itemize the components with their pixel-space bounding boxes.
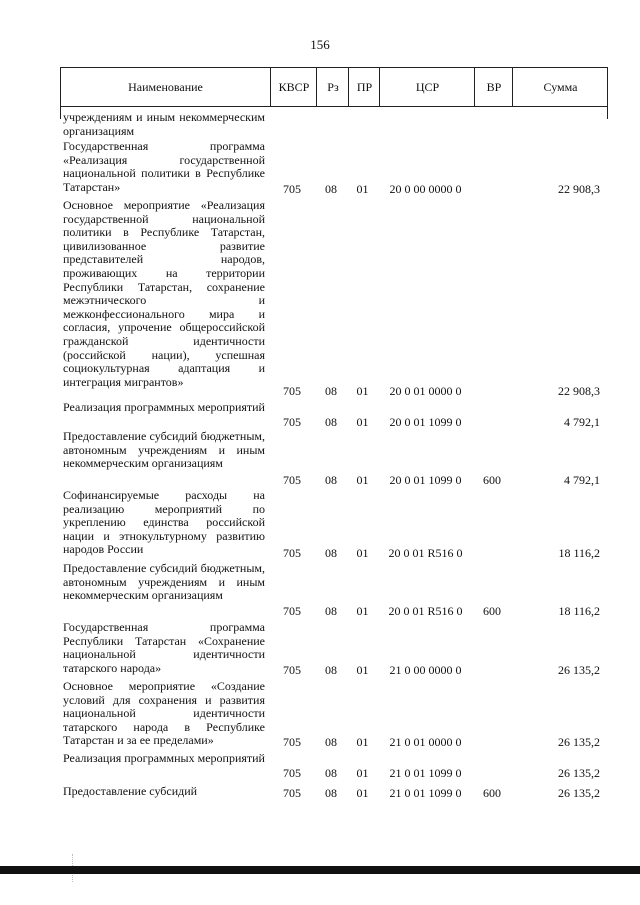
row-name: Основное мероприятие «Реализация государственной национальной политики в Республике Татарстан, цивилизованное развитие представителей народов, проживающих на территории Республики Татарстан, сохранение межэтнического и межконфессионального мира и согласия, упрочение общероссийской гражданской идентичности (российской нации), успешная социокультурная адаптация и интеграция мигрантов» (63, 198, 265, 389)
row-name: Реализация программных мероприятий (63, 751, 265, 765)
row-kvsr: 705 (283, 546, 301, 560)
row-name: Софинансируемые расходы на реализацию мероприятий по укреплению единства российской нации и этнокультурному развитию народов России (63, 488, 265, 557)
table-row (60, 621, 608, 677)
row-name: учреждениям и иным некоммерческим организациям (63, 110, 265, 138)
row-name: Предоставление субсидий бюджетным, автономным учреждениям и иным некоммерческим организациям (63, 429, 265, 471)
table-row (60, 430, 608, 487)
header-kvsr: КВСР (270, 68, 317, 106)
row-rz: 08 (325, 786, 337, 800)
table-row (60, 489, 608, 560)
row-kvsr: 705 (283, 663, 301, 677)
row-sum: 18 116,2 (558, 546, 600, 560)
header-name: Наименование (128, 80, 203, 94)
header-pr: ПР (348, 68, 380, 106)
row-kvsr: 705 (283, 604, 301, 618)
row-rz: 08 (325, 604, 337, 618)
row-name: Предоставление субсидий бюджетным, автономным учреждениям и иным некоммерческим организациям (63, 561, 265, 603)
row-pr: 01 (356, 786, 369, 800)
table-row (60, 111, 608, 139)
header-vr: ВР (474, 68, 513, 106)
row-kvsr: 705 (283, 182, 301, 196)
row-rz: 08 (325, 182, 337, 196)
row-pr: 01 (356, 604, 369, 618)
row-csr: 21 0 00 0000 0 (389, 663, 462, 677)
row-csr: 20 0 01 0000 0 (389, 384, 462, 398)
row-vr: 600 (483, 473, 501, 487)
row-pr: 01 (356, 546, 369, 560)
table-row (60, 140, 608, 196)
row-name: Предоставление субсидий (63, 784, 198, 798)
row-csr: 21 0 01 1099 0 (389, 786, 462, 800)
row-kvsr: 705 (283, 473, 301, 487)
row-csr: 20 0 00 0000 0 (389, 182, 462, 196)
table-row (60, 199, 608, 398)
row-pr: 01 (356, 182, 369, 196)
row-rz: 08 (325, 473, 337, 487)
row-sum: 4 792,1 (564, 473, 600, 487)
row-csr: 20 0 01 R516 0 (388, 604, 463, 618)
row-name: Основное мероприятие «Создание условий для сохранения и развития национальной идентичности татарского народа в Республике Татарстан и за ее пределами» (63, 679, 265, 748)
header-sum: Сумма (512, 68, 608, 106)
row-rz: 08 (325, 663, 337, 677)
row-sum: 26 135,2 (558, 766, 600, 780)
row-pr: 01 (356, 735, 369, 749)
row-csr: 20 0 01 1099 0 (389, 415, 462, 429)
row-kvsr: 705 (283, 786, 301, 800)
row-kvsr: 705 (283, 384, 301, 398)
row-sum: 26 135,2 (558, 735, 600, 749)
row-csr: 21 0 01 0000 0 (389, 735, 462, 749)
row-csr: 20 0 01 1099 0 (389, 473, 462, 487)
table-row (60, 401, 608, 429)
row-pr: 01 (356, 415, 369, 429)
row-vr: 600 (483, 786, 501, 800)
row-kvsr: 705 (283, 766, 301, 780)
table-row (60, 785, 608, 800)
row-sum: 22 908,3 (558, 182, 600, 196)
row-pr: 01 (356, 766, 369, 780)
table-row (60, 680, 608, 749)
row-sum: 22 908,3 (558, 384, 600, 398)
row-sum: 26 135,2 (558, 663, 600, 677)
row-pr: 01 (356, 663, 369, 677)
header-csr: ЦСР (379, 68, 475, 106)
table-header (60, 67, 608, 107)
table-row (60, 752, 608, 780)
row-sum: 18 116,2 (558, 604, 600, 618)
row-rz: 08 (325, 735, 337, 749)
row-sum: 26 135,2 (558, 786, 600, 800)
row-csr: 21 0 01 1099 0 (389, 766, 462, 780)
row-name: Государственная программа «Реализация государственной национальной политики в Республике Татарстан» (63, 139, 265, 194)
row-sum: 4 792,1 (564, 415, 600, 429)
row-rz: 08 (325, 415, 337, 429)
row-pr: 01 (356, 384, 369, 398)
row-csr: 20 0 01 R516 0 (388, 546, 463, 560)
bottom-scan-bar (0, 866, 640, 874)
row-rz: 08 (325, 384, 337, 398)
header-rz: Рз (316, 68, 349, 106)
page-number: 156 (310, 37, 330, 52)
row-pr: 01 (356, 473, 369, 487)
row-vr: 600 (483, 604, 501, 618)
table-row (60, 562, 608, 618)
row-name: Реализация программных мероприятий (63, 400, 265, 414)
row-name: Государственная программа Республики Татарстан «Сохранение национальной идентичности татарского народа» (63, 620, 265, 675)
row-rz: 08 (325, 766, 337, 780)
row-kvsr: 705 (283, 735, 301, 749)
row-rz: 08 (325, 546, 337, 560)
row-kvsr: 705 (283, 415, 301, 429)
